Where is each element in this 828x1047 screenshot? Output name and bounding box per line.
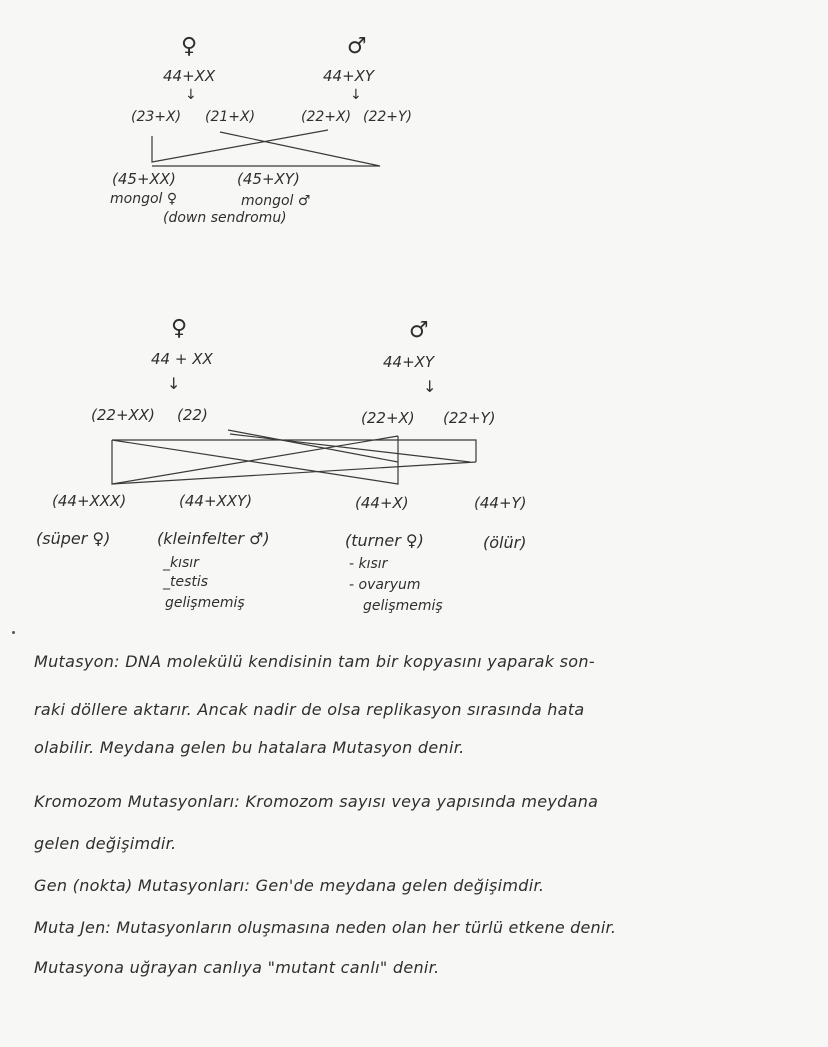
female-symbol-icon: ♀ [171, 316, 188, 341]
offspring-genotype: (44+XXX) [52, 492, 127, 510]
offspring-note: - kısır [349, 556, 388, 572]
mutant-line: Mutasyona uğrayan canlıya "mutant canlı" denir. [34, 958, 440, 977]
page-mark [12, 631, 15, 634]
male-genotype: 44+XY [323, 67, 375, 85]
male-gamete: (22+X) [361, 409, 415, 427]
male-gamete: (22+Y) [363, 109, 413, 125]
mutasyon-definition-line: olabilir. Meydana gelen bu hatalara Mutasyon denir. [34, 738, 465, 757]
mutasyon-definition-line: raki döllere aktarır. Ancak nadir de olsa replikasyon sırasında hata [34, 700, 585, 719]
offspring-note: gelişmemiş [165, 595, 245, 611]
female-genotype: 44 + XX [151, 350, 213, 368]
offspring-note: _testis [163, 574, 209, 590]
mutajen-line: Muta Jen: Mutasyonların oluşmasına neden olan her türlü etkene denir. [34, 918, 617, 937]
offspring-genotype: (44+XXY) [179, 492, 253, 510]
mutasyon-definition-line: Mutasyon: DNA molekülü kendisinin tam bir kopyasını yaparak son- [34, 652, 595, 671]
arrow-down-icon: ↓ [423, 377, 437, 396]
female-gamete: (23+X) [131, 109, 182, 125]
male-gamete: (22+Y) [443, 409, 496, 427]
female-gamete: (22) [177, 406, 208, 424]
female-genotype: 44+XX [163, 67, 216, 85]
female-gamete: (21+X) [205, 109, 256, 125]
offspring-label: (ölür) [483, 533, 527, 552]
offspring-genotype: (44+X) [355, 494, 409, 512]
arrow-down-icon: ↓ [185, 87, 197, 103]
female-gamete: (22+XX) [91, 406, 155, 424]
arrow-down-icon: ↓ [350, 87, 362, 103]
gen-mutasyonlari-line: Gen (nokta) Mutasyonları: Gen'de meydana gelen değişimdir. [34, 876, 545, 895]
offspring-label: (süper ♀) [36, 529, 111, 548]
offspring-genotype: (45+XY) [237, 170, 300, 188]
offspring-label: mongol ♀ [110, 191, 178, 207]
offspring-label: (kleinfelter ♂) [157, 529, 270, 548]
kromozom-mutasyonlari-line: gelen değişimdir. [34, 834, 177, 853]
arrow-down-icon: ↓ [167, 374, 181, 393]
male-gamete: (22+X) [301, 109, 352, 125]
offspring-genotype: (45+XX) [112, 170, 176, 188]
offspring-genotype: (44+Y) [474, 494, 527, 512]
offspring-note: _kısır [163, 555, 199, 571]
offspring-note: gelişmemiş [363, 598, 443, 614]
offspring-note: - ovaryum [349, 577, 421, 593]
female-symbol-icon: ♀ [181, 34, 198, 59]
male-symbol-icon: ♂ [409, 318, 429, 343]
offspring-label: mongol ♂ [241, 193, 311, 209]
male-symbol-icon: ♂ [347, 34, 367, 59]
male-genotype: 44+XY [383, 353, 435, 371]
kromozom-mutasyonlari-line: Kromozom Mutasyonları: Kromozom sayısı veya yapısında meydana [34, 792, 599, 811]
offspring-label: (turner ♀) [345, 531, 424, 550]
syndrome-note: (down sendromu) [163, 210, 287, 226]
